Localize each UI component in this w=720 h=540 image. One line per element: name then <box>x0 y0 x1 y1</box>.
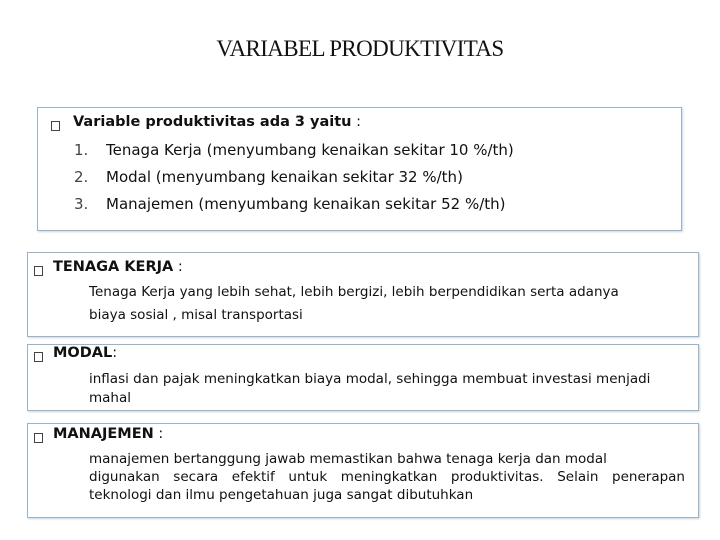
manajemen-heading-text: MANAJEMEN <box>53 426 154 442</box>
manajemen-heading <box>53 426 163 442</box>
list-number: 2. <box>74 168 89 186</box>
bullet-square-icon <box>34 266 43 276</box>
list-item-text: Tenaga Kerja (menyumbang kenaikan sekitar 10 %/th) <box>106 141 514 159</box>
tenaga-kerja-line: biaya sosial , misal transportasi <box>89 307 303 323</box>
list-number: 3. <box>74 195 89 213</box>
intro-list-item <box>74 195 506 213</box>
modal-heading-text: MODAL <box>53 345 113 361</box>
intro-heading-colon: : <box>351 114 362 130</box>
manajemen-heading-colon: : <box>153 426 164 442</box>
modal-line: inflasi dan pajak meningkatkan biaya modal, sehingga membuat investasi menjadi <box>89 371 651 387</box>
modal-line: mahal <box>89 390 132 406</box>
tenaga-kerja-heading-colon: : <box>173 259 183 275</box>
list-item-text: Manajemen (menyumbang kenaikan sekitar 52 %/th) <box>106 195 506 213</box>
bullet-square-icon <box>34 433 43 443</box>
tenaga-kerja-line: Tenaga Kerja yang lebih sehat, lebih bergizi, lebih berpendidikan serta adanya <box>89 284 619 300</box>
intro-list-item <box>74 168 463 186</box>
bullet-square-icon <box>34 352 43 362</box>
manajemen-line: digunakan secara efektif untuk meningkatkan produktivitas. Selain penerapan <box>89 469 685 485</box>
list-item-text: Modal (menyumbang kenaikan sekitar 32 %/th) <box>106 168 463 186</box>
modal-heading-colon: : <box>112 345 118 361</box>
intro-heading <box>73 114 361 130</box>
intro-heading-text: Variable produktivitas ada 3 yaitu <box>73 114 352 130</box>
manajemen-paragraph <box>89 449 685 505</box>
intro-list-item <box>74 141 514 159</box>
tenaga-kerja-heading-text: TENAGA KERJA <box>53 259 174 275</box>
bullet-square-icon <box>51 121 60 131</box>
list-number: 1. <box>74 141 89 159</box>
modal-heading <box>53 345 117 361</box>
manajemen-line: teknologi dan ilmu pengetahuan juga sangat dibutuhkan <box>89 487 474 503</box>
tenaga-kerja-heading <box>53 259 183 275</box>
page-title: VARIABEL PRODUKTIVITAS <box>216 36 504 61</box>
manajemen-line: manajemen bertanggung jawab memastikan bahwa tenaga kerja dan modal <box>89 451 607 467</box>
